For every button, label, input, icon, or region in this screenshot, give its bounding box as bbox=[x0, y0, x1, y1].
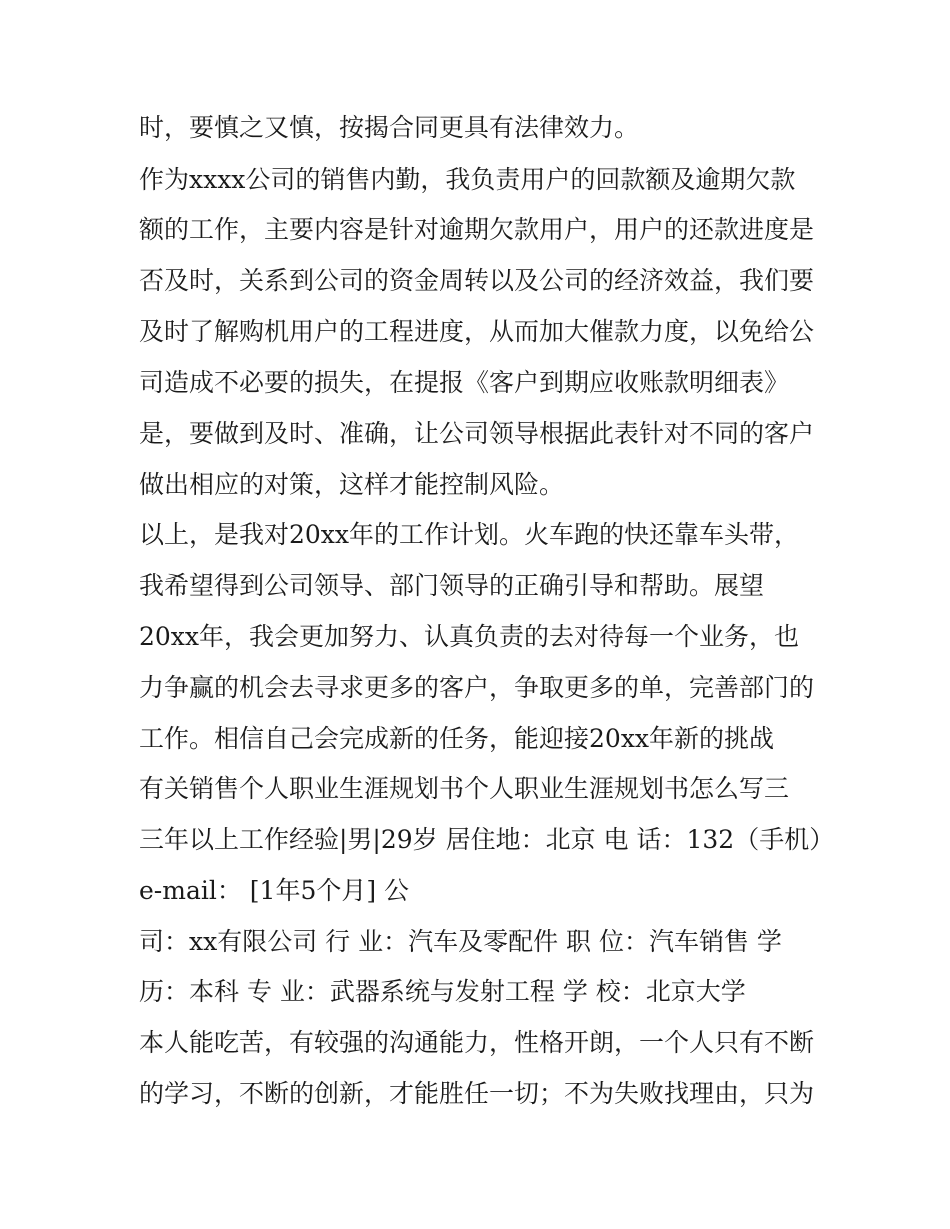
text-line: 20xx年，我会更加努力、认真负责的去对待每一个业务，也 bbox=[139, 622, 800, 651]
text-line: 以上，是我对20xx年的工作计划。火车跑的快还靠车头带， bbox=[139, 520, 800, 549]
text-line: 是，要做到及时、准确，让公司领导根据此表针对不同的客户 bbox=[139, 419, 815, 448]
text-line: 否及时，关系到公司的资金周转以及公司的经济效益，我们要 bbox=[139, 266, 815, 295]
text-line: 的学习，不断的创新，才能胜任一切；不为失败找理由，只为 bbox=[139, 1079, 815, 1108]
text-line: 作为xxxx公司的销售内勤，我负责用户的回款额及逾期欠款 bbox=[139, 165, 796, 194]
text-line: 三年以上工作经验|男|29岁 居住地：北京 电 话：132（手机） bbox=[139, 825, 835, 854]
text-line: 我希望得到公司领导、部门领导的正确引导和帮助。展望 bbox=[139, 571, 765, 600]
text-line: e-mail： [1年5个月] 公 bbox=[139, 876, 410, 905]
text-line: 额的工作，主要内容是针对逾期欠款用户，用户的还款进度是 bbox=[139, 215, 815, 244]
text-line: 工作。相信自己会完成新的任务，能迎接20xx年新的挑战 bbox=[139, 724, 775, 753]
text-line: 及时了解购机用户的工程进度，从而加大催款力度，以免给公 bbox=[139, 317, 815, 346]
text-line: 做出相应的对策，这样才能控制风险。 bbox=[139, 470, 565, 499]
text-line: 司造成不必要的损失，在提报《客户到期应收账款明细表》 bbox=[139, 368, 790, 397]
text-line: 时，要慎之又慎，按揭合同更具有法律效力。 bbox=[139, 113, 640, 142]
text-line: 历：本科 专 业：武器系统与发射工程 学 校：北京大学 bbox=[139, 977, 746, 1006]
text-line: 本人能吃苦，有较强的沟通能力，性格开朗，一个人只有不断 bbox=[139, 1028, 815, 1057]
text-line: 司：xx有限公司 行 业：汽车及零配件 职 位：汽车销售 学 bbox=[139, 927, 782, 956]
text-line: 力争赢的机会去寻求更多的客户，争取更多的单，完善部门的 bbox=[139, 673, 815, 702]
text-line: 有关销售个人职业生涯规划书个人职业生涯规划书怎么写三 bbox=[139, 774, 790, 803]
